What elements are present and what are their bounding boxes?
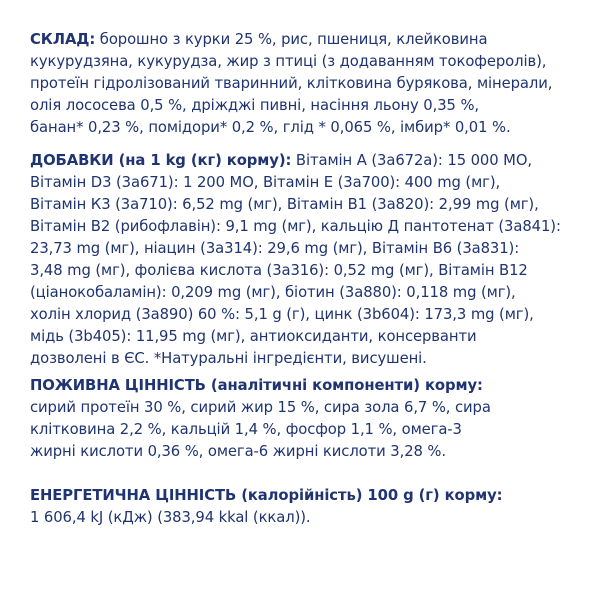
- composition-line: олія лососева 0,5 %, дріжджі пивні, насіння льону 0,35 %,: [30, 97, 480, 114]
- additives-line: Вітамін D3 (3а671): 1 200 МО, Вітамін Е (3а700): 400 mg (мг),: [30, 174, 501, 191]
- additives-line: ДОБАВКИ (на 1 kg (кг) корму): Вітамін А (3а672а): 15 000 МО,: [30, 152, 532, 169]
- additives-line: 23,73 mg (мг), ніацин (3а314): 29,6 mg (мг), Вітамін В6 (3а831):: [30, 240, 520, 257]
- additives-section: [30, 150, 590, 370]
- nutrition-line: жирні кислоти 0,36 %, омега-6 жирні кислоти 3,28 %.: [30, 443, 446, 460]
- product-label-text: [30, 29, 590, 529]
- additives-line: мідь (3b405): 11,95 mg (мг), антиоксиданти, консерванти: [30, 328, 477, 345]
- additives-line: Вітамін К3 (3а710): 6,52 mg (мг), Вітамін В1 (3а820): 2,99 mg (мг),: [30, 196, 539, 213]
- composition-line: протеїн гідролізований тваринний, клітковина бурякова, мінерали,: [30, 75, 553, 92]
- additives-line: 3,48 mg (мг), фолієва кислота (3а316): 0,52 mg (мг), Вітамін В12: [30, 262, 528, 279]
- nutrition-section: [30, 375, 590, 463]
- additives-heading: ДОБАВКИ (на 1 kg (кг) корму):: [30, 152, 292, 169]
- energy-line: 1 606,4 kJ (кДж) (383,94 kkal (ккал)).: [30, 509, 311, 526]
- additives-line: (ціанокобаламін): 0,209 mg (мг), біотин (3а880): 0,118 mg (мг),: [30, 284, 516, 301]
- energy-section: [30, 485, 590, 529]
- additives-line: Вітамін В2 (рибофлавін): 9,1 mg (мг), кальцію Д пантотенат (3а841):: [30, 218, 561, 235]
- nutrition-line: сирий протеїн 30 %, сирий жир 15 %, сира зола 6,7 %, сира: [30, 399, 491, 416]
- additives-line: холін хлорид (3а890) 60 %: 5,1 g (г), цинк (3b604): 173,3 mg (мг),: [30, 306, 534, 323]
- composition-section: [30, 29, 590, 139]
- composition-line: кукурудзяна, кукурудза, жир з птиці (з додаванням токоферолів),: [30, 53, 547, 70]
- composition-line: СКЛАД: борошно з курки 25 %, рис, пшениця, клейковина: [30, 31, 488, 48]
- additives-line: дозволені в ЄС. *Натуральні інгредієнти, висушені.: [30, 350, 427, 367]
- nutrition-line: клітковина 2,2 %, кальцій 1,4 %, фосфор 1,1 %, омега-3: [30, 421, 462, 438]
- composition-line: банан* 0,23 %, помідори* 0,2 %, глід * 0,065 %, імбир* 0,01 %.: [30, 119, 511, 136]
- composition-heading: СКЛАД:: [30, 31, 96, 48]
- nutrition-heading: ПОЖИВНА ЦІННІСТЬ (аналітичні компоненти) корму:: [30, 377, 483, 394]
- energy-heading: ЕНЕРГЕТИЧНА ЦІННІСТЬ (калорійність) 100 g (г) корму:: [30, 487, 503, 504]
